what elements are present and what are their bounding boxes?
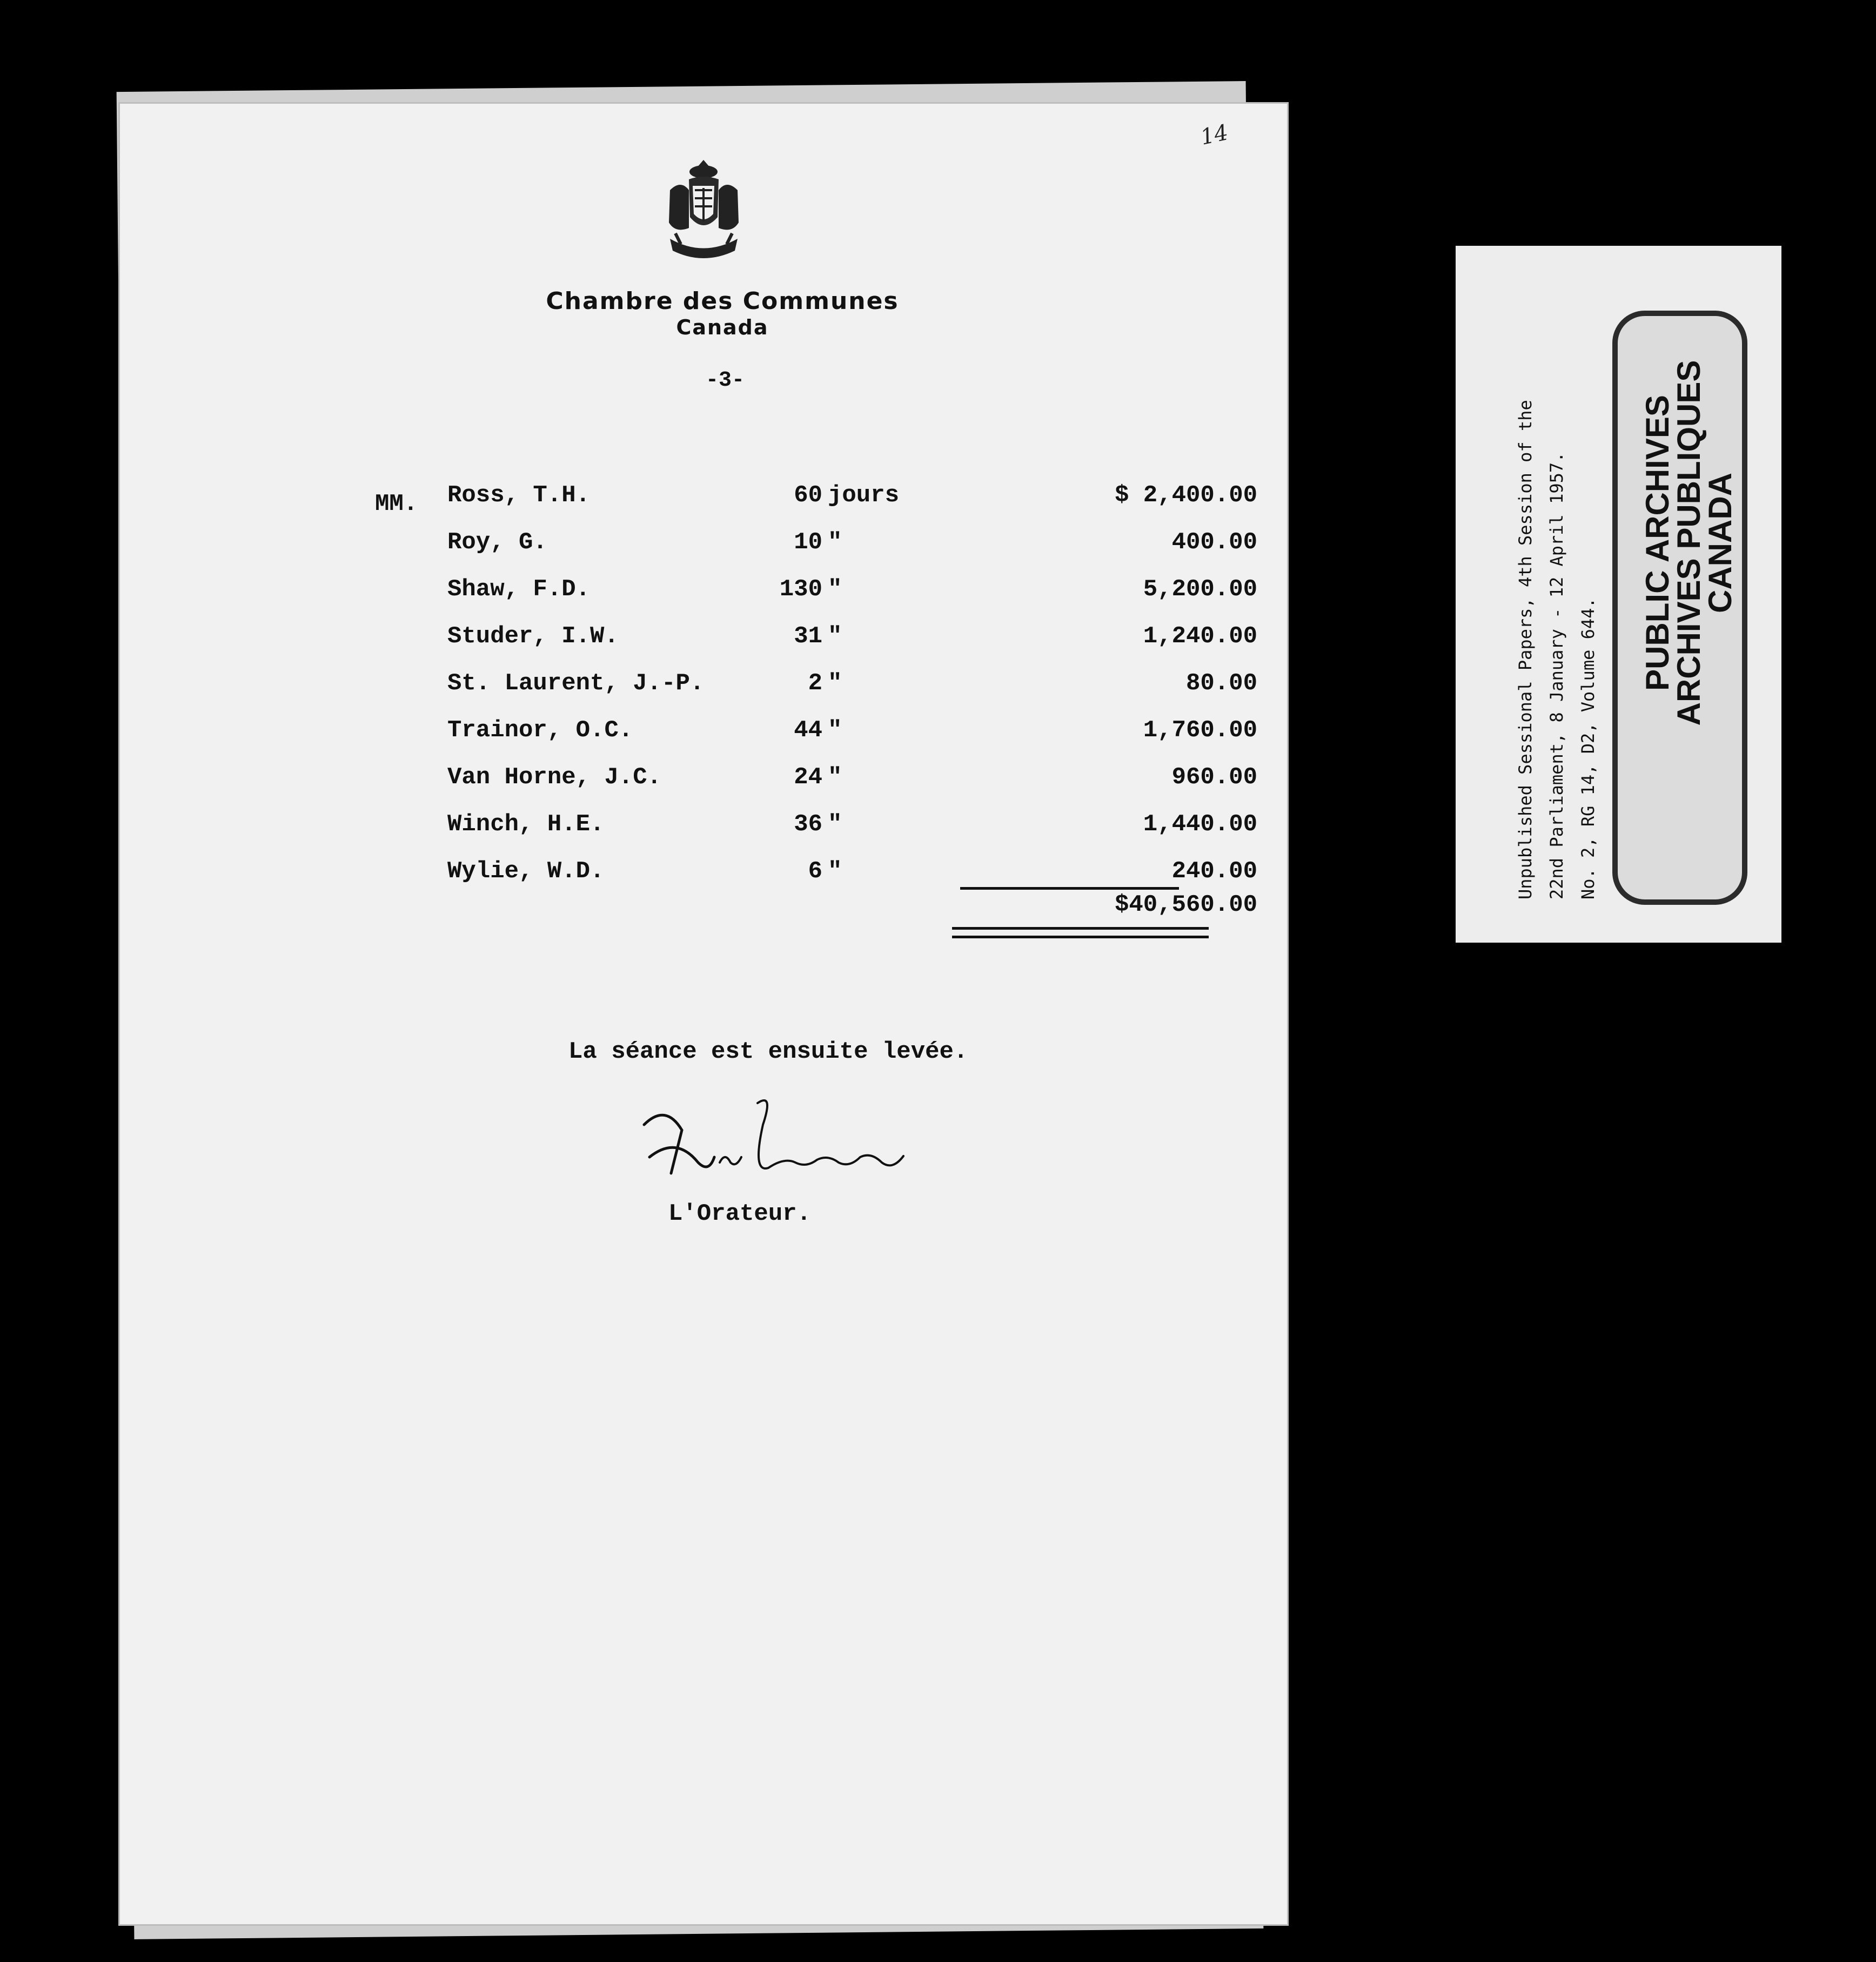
house-title: Chambre des Communes bbox=[546, 287, 899, 315]
member-name: Van Horne, J.C. bbox=[447, 764, 662, 791]
member-name: Winch, H.E. bbox=[447, 811, 605, 838]
amount: 80.00 bbox=[1185, 670, 1257, 697]
table-row bbox=[120, 811, 1287, 843]
archive-reference bbox=[1510, 400, 1604, 899]
days-unit: " bbox=[828, 576, 842, 603]
days-unit: " bbox=[828, 623, 842, 650]
days-count: 44 bbox=[794, 717, 822, 744]
days-unit: " bbox=[828, 811, 842, 838]
member-name: Ross, T.H. bbox=[447, 482, 591, 509]
amount: $ 2,400.00 bbox=[1114, 482, 1257, 509]
stamp-line: PUBLIC ARCHIVES bbox=[1639, 395, 1676, 691]
table-row bbox=[120, 623, 1287, 655]
member-name: Trainor, O.C. bbox=[447, 717, 633, 744]
days-unit: " bbox=[828, 764, 842, 791]
house-country: Canada bbox=[676, 315, 769, 339]
member-name: Roy, G. bbox=[447, 529, 547, 556]
member-name: Studer, I.W. bbox=[447, 623, 619, 650]
total-amount: $40,560.00 bbox=[1114, 891, 1257, 918]
sheet-number: -3- bbox=[705, 368, 745, 393]
amount: 400.00 bbox=[1171, 529, 1257, 556]
days-unit: " bbox=[828, 670, 842, 697]
amount: 240.00 bbox=[1171, 858, 1257, 885]
member-name: Shaw, F.D. bbox=[447, 576, 591, 603]
member-name: Wylie, W.D. bbox=[447, 858, 605, 885]
days-count: 60 bbox=[794, 482, 822, 509]
table-row bbox=[120, 858, 1287, 890]
document-page bbox=[120, 104, 1287, 1924]
days-unit: " bbox=[828, 858, 842, 885]
archive-label bbox=[1456, 246, 1781, 943]
member-name: St. Laurent, J.-P. bbox=[447, 670, 705, 697]
amount: 1,440.00 bbox=[1143, 811, 1257, 838]
days-count: 10 bbox=[794, 529, 822, 556]
archive-reference-line: No. 2, RG 14, D2, Volume 644. bbox=[1578, 597, 1598, 899]
days-unit: " bbox=[828, 529, 842, 556]
archive-reference-line: Unpublished Sessional Papers, 4th Session of the bbox=[1515, 400, 1536, 899]
total-double-rule-bottom bbox=[952, 936, 1209, 938]
list-prefix: MM. bbox=[375, 490, 418, 518]
days-count: 24 bbox=[794, 764, 822, 791]
table-row bbox=[120, 576, 1287, 608]
days-count: 31 bbox=[794, 623, 822, 650]
amount: 1,760.00 bbox=[1143, 717, 1257, 744]
table-row bbox=[120, 717, 1287, 749]
amount: 1,240.00 bbox=[1143, 623, 1257, 650]
days-count: 2 bbox=[808, 670, 822, 697]
table-row bbox=[120, 670, 1287, 702]
days-unit: " bbox=[828, 717, 842, 744]
days-count: 130 bbox=[779, 576, 822, 603]
archive-stamp-text bbox=[1639, 359, 1738, 727]
closing-statement: La séance est ensuite levée. bbox=[568, 1038, 968, 1065]
coat-of-arms-icon bbox=[659, 158, 748, 266]
subtotal-rule bbox=[960, 887, 1179, 890]
amount: 960.00 bbox=[1171, 764, 1257, 791]
days-unit: jours bbox=[828, 482, 900, 509]
signer-title: L'Orateur. bbox=[668, 1200, 812, 1227]
total-double-rule-top bbox=[952, 927, 1209, 930]
table-row bbox=[120, 482, 1287, 514]
total-row bbox=[120, 891, 1287, 924]
table-row bbox=[120, 529, 1287, 561]
stamp-line: CANADA bbox=[1702, 473, 1738, 613]
stamp-line: ARCHIVES PUBLIQUES bbox=[1671, 360, 1707, 726]
signature bbox=[633, 1092, 914, 1200]
handwritten-page-mark: 14 bbox=[1198, 120, 1231, 150]
archive-reference-line: 22nd Parliament, 8 January - 12 April 1957. bbox=[1546, 452, 1567, 899]
table-row bbox=[120, 764, 1287, 796]
days-count: 36 bbox=[794, 811, 822, 838]
days-count: 6 bbox=[808, 858, 822, 885]
amount: 5,200.00 bbox=[1143, 576, 1257, 603]
